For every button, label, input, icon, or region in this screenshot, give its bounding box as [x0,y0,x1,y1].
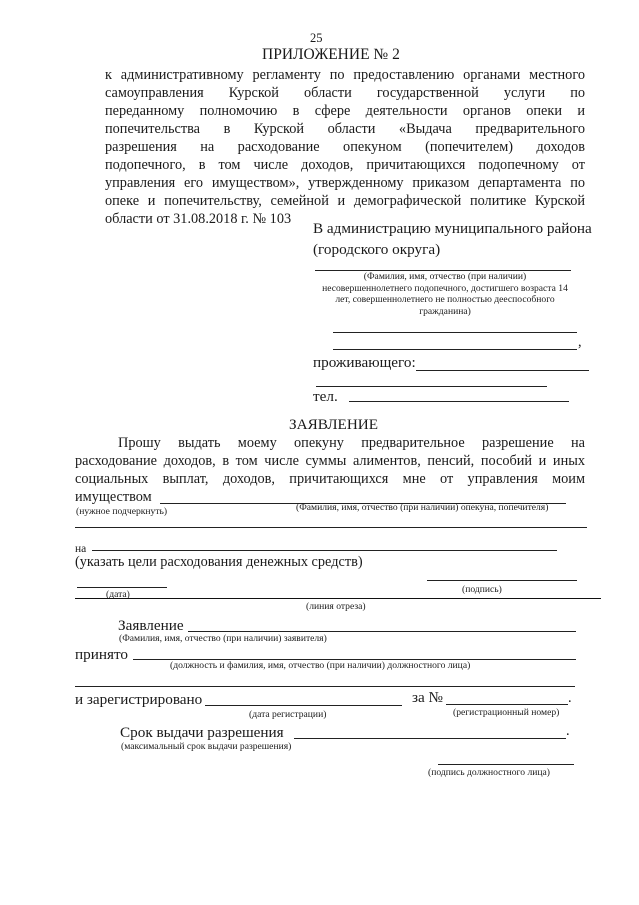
applicant-hint: (Фамилия, имя, отчество (при наличии) заявителя) [119,633,327,644]
reg-date-field[interactable] [205,705,402,706]
preamble-line: опеке и попечительству, семейной и демографической политике Курской [105,193,585,209]
reg-date-hint: (дата регистрации) [249,709,327,720]
guardian-hint: (Фамилия, имя, отчество (при наличии) опекуна, попечителя) [296,502,549,513]
addressee-line: В администрацию муниципального района [313,220,592,237]
period: . [566,723,570,739]
applicant-extra-line[interactable] [333,349,577,350]
period: . [568,690,572,706]
official-field-2[interactable] [75,686,575,687]
fio-hint-line: лет, совершеннолетнего не полностью дееспособного [335,294,555,305]
applicant-extra-line[interactable] [333,332,577,333]
fio-hint-line: (Фамилия, имя, отчество (при наличии) [363,271,527,282]
preamble-line: к административному регламенту по предоставлению органами местного [105,67,585,83]
date-field[interactable] [77,587,167,588]
appendix-heading: ПРИЛОЖЕНИЕ № 2 [262,46,400,63]
applicant-field[interactable] [188,631,576,632]
underline-hint: (нужное подчеркнуть) [76,506,168,517]
addressee-line: (городского округа) [313,241,441,258]
statement-line: расходование доходов, в том числе суммы алиментов, пенсий, пособий и иных [75,453,585,469]
term-label: Срок выдачи разрешения [120,724,284,741]
on-label: на [75,543,87,555]
cut-line-label: (линия отреза) [306,601,366,612]
official-signature-hint: (подпись должностного лица) [428,767,550,778]
statement-line: Прошу выдать моему опекуну предварительное разрешение на [118,435,585,451]
term-field[interactable] [294,738,566,739]
purpose-hint: (указать цели расходования денежных средств) [75,554,363,570]
registered-label: и зарегистрировано [75,691,203,708]
date-hint: (дата) [106,589,130,600]
cut-line [75,598,601,599]
accepted-label: принято [75,646,128,663]
statement-line: социальных выплат, доходов, причитающихся мне от управления моим [75,471,585,487]
purpose-field[interactable] [92,550,557,551]
signature-hint: (подпись) [462,584,502,595]
preamble-line: области от 31.08.2018 г. № 103 [105,211,292,227]
residing-field-2[interactable] [316,386,547,387]
guardian-name-field-2[interactable] [75,527,587,528]
number-label: за № [412,689,444,706]
statement-line: имуществом [75,489,152,505]
reg-number-hint: (регистрационный номер) [453,707,560,718]
page-number: 25 [310,31,323,45]
preamble-line: подопечного, в том числе доходов, причитающихся подопечному от [105,157,585,173]
preamble-line: управления его имуществом», утвержденному приказом департамента по [105,175,585,191]
receipt-statement-label: Заявление [118,617,184,634]
fio-hint-line: несовершеннолетнего подопечного, достигшего возраста 14 [322,282,568,294]
preamble-line: попечительства в Курской области «Выдача предварительного [105,121,585,137]
preamble-line: переданному полномочию в сфере деятельности органов опеки и [105,103,585,119]
preamble-line: разрешения на расходование опекуном (попечителем) доходов [105,139,585,155]
official-hint: (должность и фамилия, имя, отчество (при наличии) должностного лица) [170,660,471,671]
fio-hint-line: гражданина) [419,305,471,317]
fio-hint [300,271,590,317]
statement-title: ЗАЯВЛЕНИЕ [289,416,379,433]
residing-field[interactable] [416,370,589,371]
comma: , [578,334,582,350]
reg-number-field[interactable] [446,704,568,705]
official-signature-field[interactable] [438,764,574,765]
term-hint: (максимальный срок выдачи разрешения) [121,741,292,752]
signature-field[interactable] [427,580,577,581]
phone-field[interactable] [349,401,569,402]
preamble-line: самоуправления Курской области государственной услуги по [105,85,585,101]
residing-label: проживающего: [313,354,416,371]
phone-label: тел. [313,388,338,405]
